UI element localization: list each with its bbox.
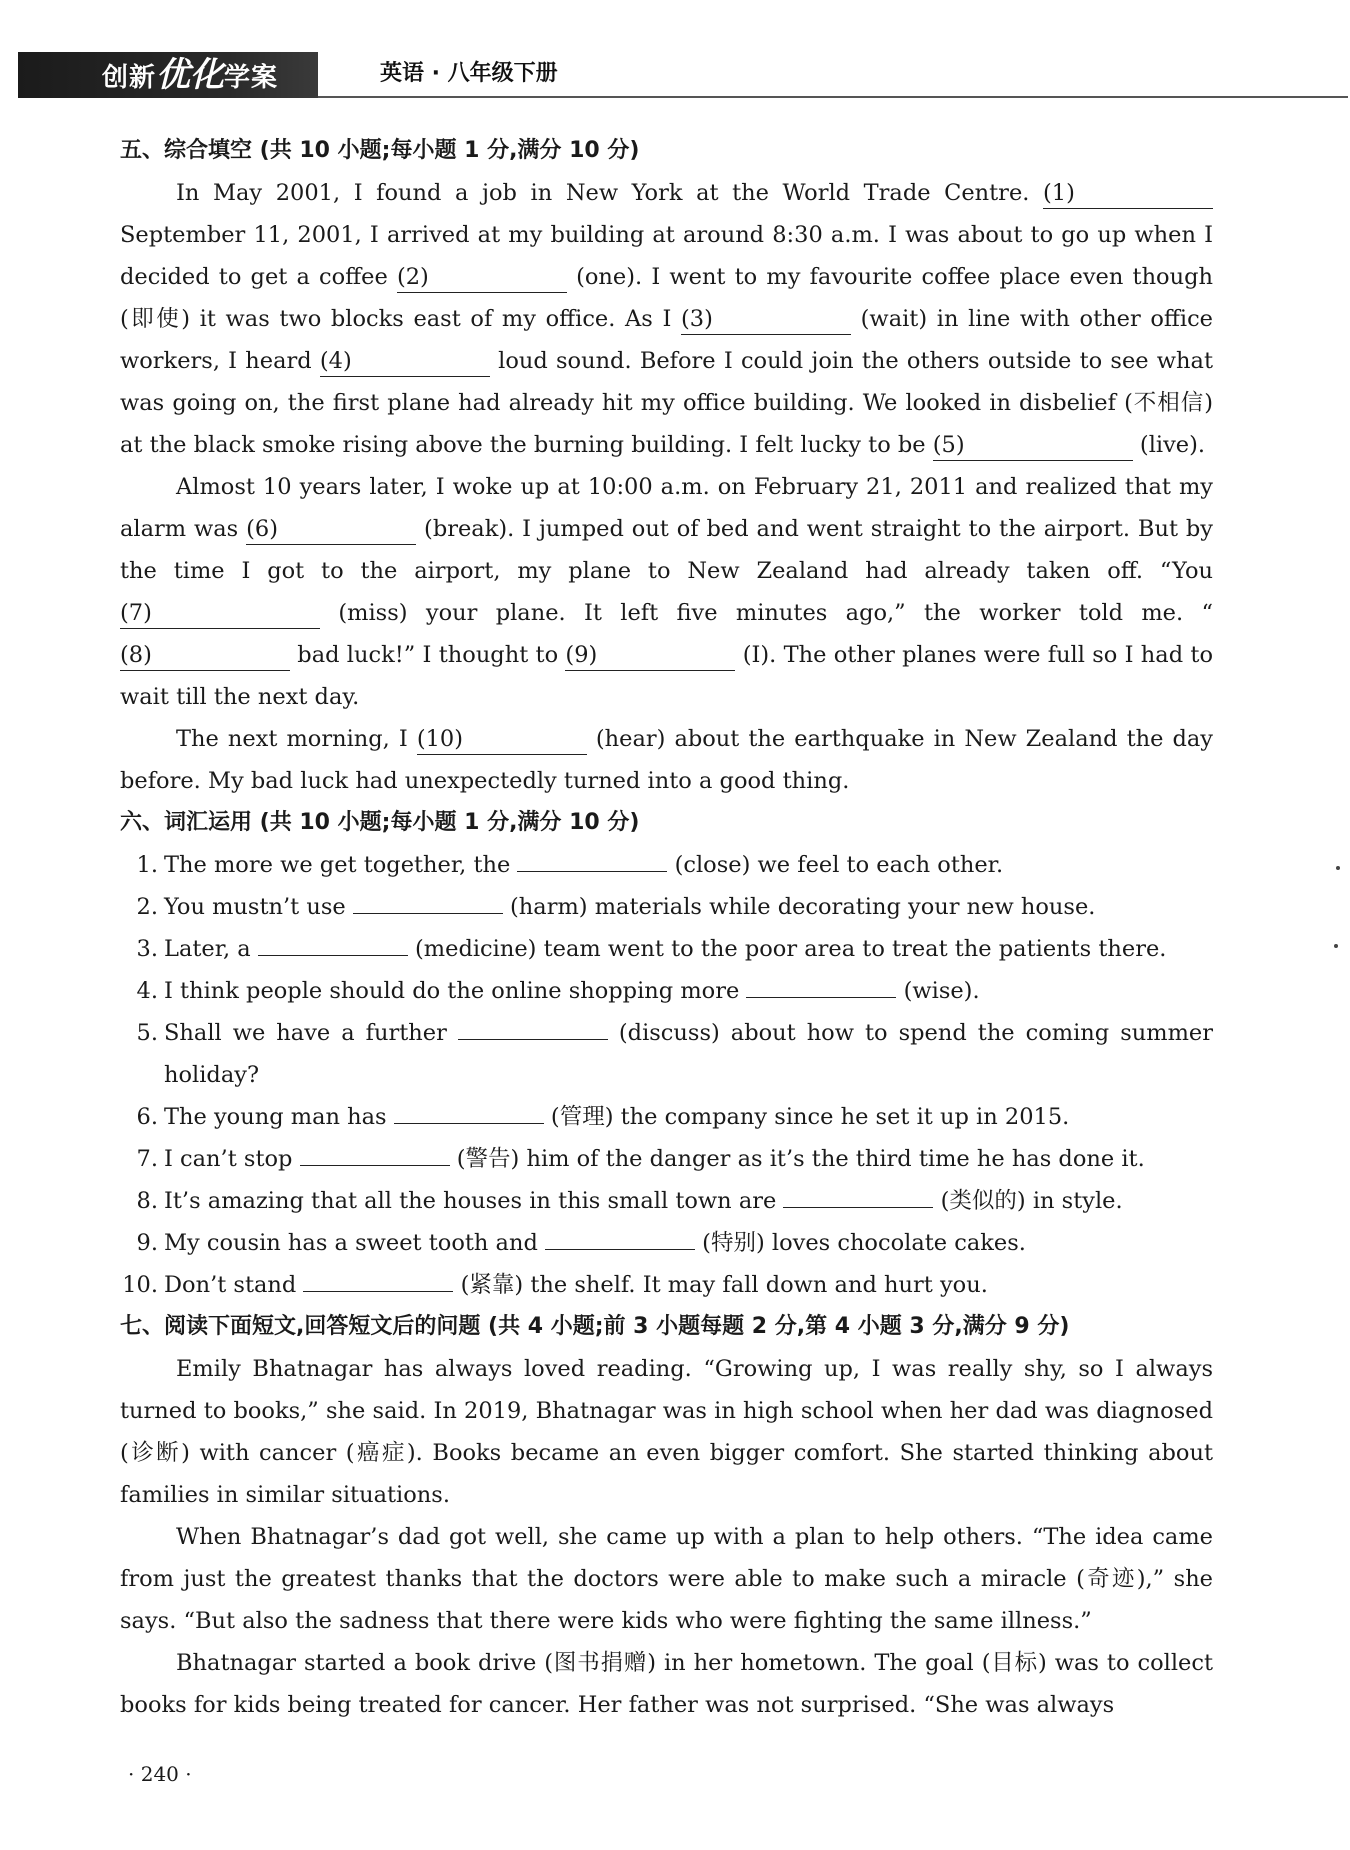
section6-title: 六、词汇运用 (共 10 小题;每小题 1 分,满分 10 分) <box>120 810 640 835</box>
answer-blank[interactable] <box>458 1039 608 1040</box>
answer-blank[interactable] <box>746 997 896 998</box>
vocab-item: 3. Later, a (medicine) team went to the poor area to treat the patients there. <box>136 936 1167 962</box>
section7-paragraph-2: When Bhatnagar’s dad got well, she came up with a plan to help others. “The idea came from just the greatest thanks that the doctors were able to make such a miracle (奇迹),” she says. “But also the sadness that there were kids who were fighting the same illness.” <box>120 1524 1213 1634</box>
blank-8[interactable]: (8) <box>120 640 290 671</box>
blank-7[interactable]: (7) <box>120 598 320 629</box>
vocab-item: 4. I think people should do the online shopping more (wise). <box>136 978 980 1004</box>
vocab-item: 2. You mustn’t use (harm) materials while decorating your new house. <box>136 894 1096 920</box>
blank-5[interactable]: (5) <box>933 430 1133 461</box>
margin-mark <box>1334 944 1338 948</box>
blank-4[interactable]: (4) <box>320 346 490 377</box>
blank-2[interactable]: (2) <box>397 262 567 293</box>
blank-10[interactable]: (10) <box>417 724 587 755</box>
page-number: · 240 · <box>128 1762 192 1786</box>
vocab-item: 5. Shall we have a further (discuss) about how to spend the coming summer holiday? <box>136 1020 1213 1088</box>
section7-paragraph-3: Bhatnagar started a book drive (图书捐赠) in her hometown. The goal (目标) was to collect books for kids being treated for cancer. Her father was not surprised. “She was always <box>120 1650 1213 1718</box>
section7-title: 七、阅读下面短文,回答短文后的问题 (共 4 小题;前 3 小题每题 2 分,第 4 小题 3 分,满分 9 分) <box>120 1314 1070 1339</box>
vocab-item: 9. My cousin has a sweet tooth and (特别) loves chocolate cakes. <box>136 1230 1026 1256</box>
blank-6[interactable]: (6) <box>246 514 416 545</box>
vocab-item: 1. The more we get together, the (close) we feel to each other. <box>136 852 1004 878</box>
vocab-item: 10. Don’t stand (紧靠) the shelf. It may fall down and hurt you. <box>122 1272 988 1298</box>
vocab-item: 8. It’s amazing that all the houses in this small town are (类似的) in style. <box>136 1188 1123 1214</box>
answer-blank[interactable] <box>303 1291 453 1292</box>
section6-items <box>120 844 1213 1306</box>
section5-title: 五、综合填空 (共 10 小题;每小题 1 分,满分 10 分) <box>120 138 640 163</box>
blank-3[interactable]: (3) <box>681 304 851 335</box>
section5-paragraph-3: The next morning, I (10) (hear) about the earthquake in New Zealand the day before. My bad luck had unexpectedly turned into a good thing. <box>120 726 1213 794</box>
subject-title: 英语 · 八年级下册 <box>380 61 558 86</box>
vocab-item: 7. I can’t stop (警告) him of the danger as it’s the third time he has done it. <box>136 1146 1145 1172</box>
page-header <box>18 52 1348 98</box>
answer-blank[interactable] <box>300 1165 450 1166</box>
answer-blank[interactable] <box>783 1207 933 1208</box>
answer-blank[interactable] <box>394 1123 544 1124</box>
margin-mark <box>1336 866 1340 870</box>
blank-9[interactable]: (9) <box>565 640 735 671</box>
page-content <box>120 130 1213 1726</box>
section5-paragraph-1: In May 2001, I found a job in New York at the World Trade Centre. (1) September 11, 2001, I arrived at my building at around 8:30 a.m. I was about to go up when I decided to get a coffee (2) (one). I went to my favourite coffee place even though (即使) it was two blocks east of my office. As I (3) (wait) in line with other office workers, I heard (4) loud sound. Before I could join the others outside to see what was going on, the first plane had already hit my office building. We looked in disbelief (不相信) at the black smoke rising above the burning building. I felt lucky to be (5) (live). <box>120 172 1213 466</box>
answer-blank[interactable] <box>353 913 503 914</box>
answer-blank[interactable] <box>517 871 667 872</box>
section5-paragraph-2: Almost 10 years later, I woke up at 10:00 a.m. on February 21, 2011 and realized that my alarm was (6) (break). I jumped out of bed and went straight to the airport. But by the time I got to the airport, my plane to New Zealand had already taken off. “You (7) (miss) your plane. It left five minutes ago,” the worker told me. “(8) bad luck!” I thought to (9) (I). The other planes were full so I had to wait till the next day. <box>120 474 1214 710</box>
answer-blank[interactable] <box>258 955 408 956</box>
answer-blank[interactable] <box>545 1249 695 1250</box>
vocab-item: 6. The young man has (管理) the company since he set it up in 2015. <box>136 1104 1070 1130</box>
brand-logo: 创新优化学案 <box>18 52 318 98</box>
blank-1[interactable]: (1) <box>1043 178 1213 209</box>
section7-paragraph-1: Emily Bhatnagar has always loved reading. “Growing up, I was really shy, so I always turned to books,” she said. In 2019, Bhatnagar was in high school when her dad was diagnosed (诊断) with cancer (癌症). Books became an even bigger comfort. She started thinking about families in similar situations. <box>120 1356 1213 1508</box>
header-rule <box>318 96 1348 98</box>
